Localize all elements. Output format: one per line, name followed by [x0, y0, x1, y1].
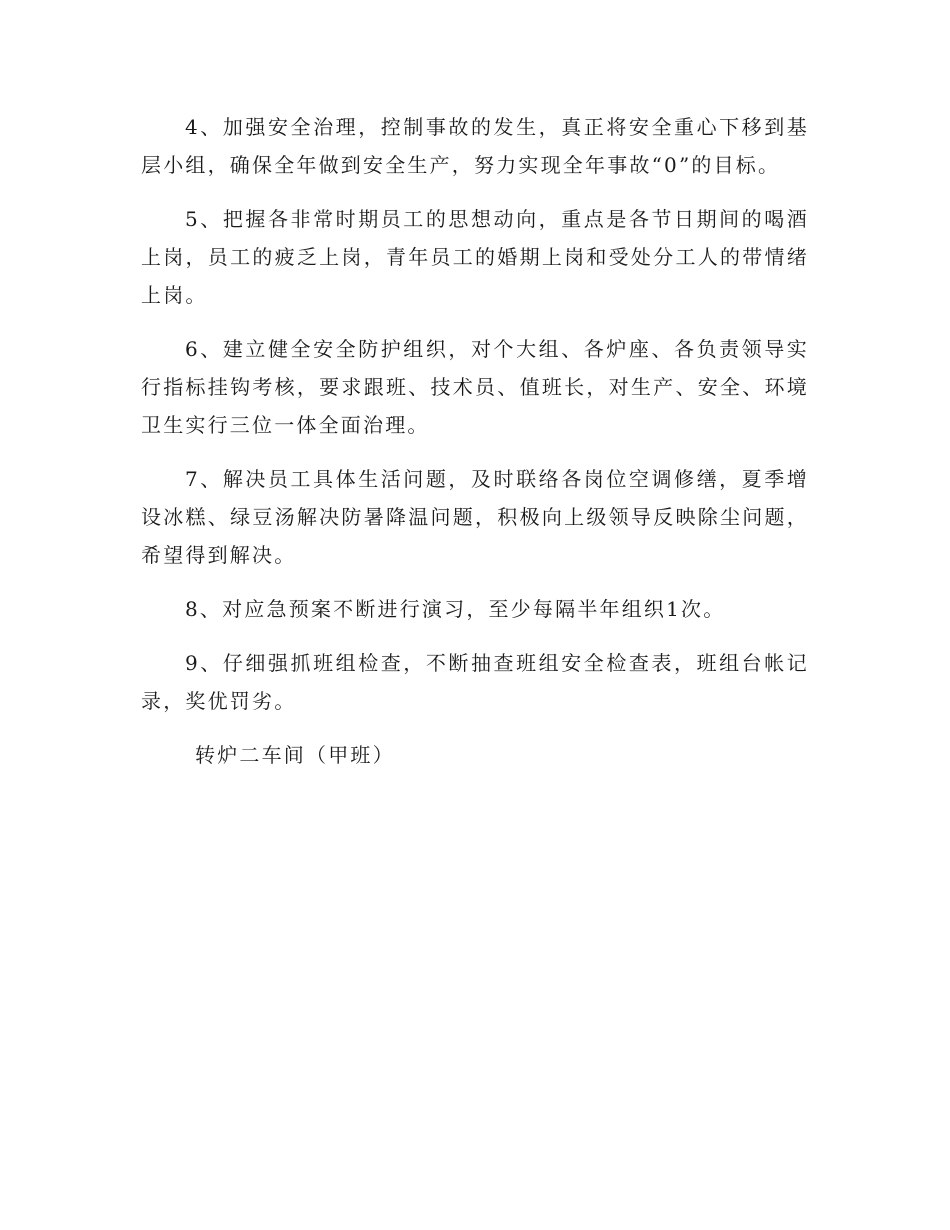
paragraph-item-4: 4、加强安全治理，控制事故的发生，真正将安全重心下移到基层小组，确保全年做到安全生产，努力实现全年事故“0”的目标。 [141, 115, 809, 177]
paragraph-item-9: 9、仔细强抓班组检查，不断抽查班组安全检查表，班组台帐记录，奖优罚劣。 [141, 651, 809, 713]
paragraph-item-6: 6、建立健全安全防护组织，对个大组、各炉座、各负责领导实行指标挂钩考核，要求跟班、技术员、值班长，对生产、安全、环境卫生实行三位一体全面治理。 [141, 337, 809, 437]
document-body [141, 108, 809, 774]
paragraph-item-5: 5、把握各非常时期员工的思想动向，重点是各节日期间的喝酒上岗，员工的疲乏上岗，青年员工的婚期上岗和受处分工人的带情绪上岗。 [141, 207, 809, 307]
paragraph-item-7: 7、解决员工具体生活问题，及时联络各岗位空调修缮，夏季增设冰糕、绿豆汤解决防暑降温问题，积极向上级领导反映除尘问题，希望得到解决。 [141, 467, 809, 567]
signature-line: 转炉二车间（甲班） [195, 743, 395, 767]
paragraph-item-8: 8、对应急预案不断进行演习，至少每隔半年组织1次。 [185, 597, 726, 621]
